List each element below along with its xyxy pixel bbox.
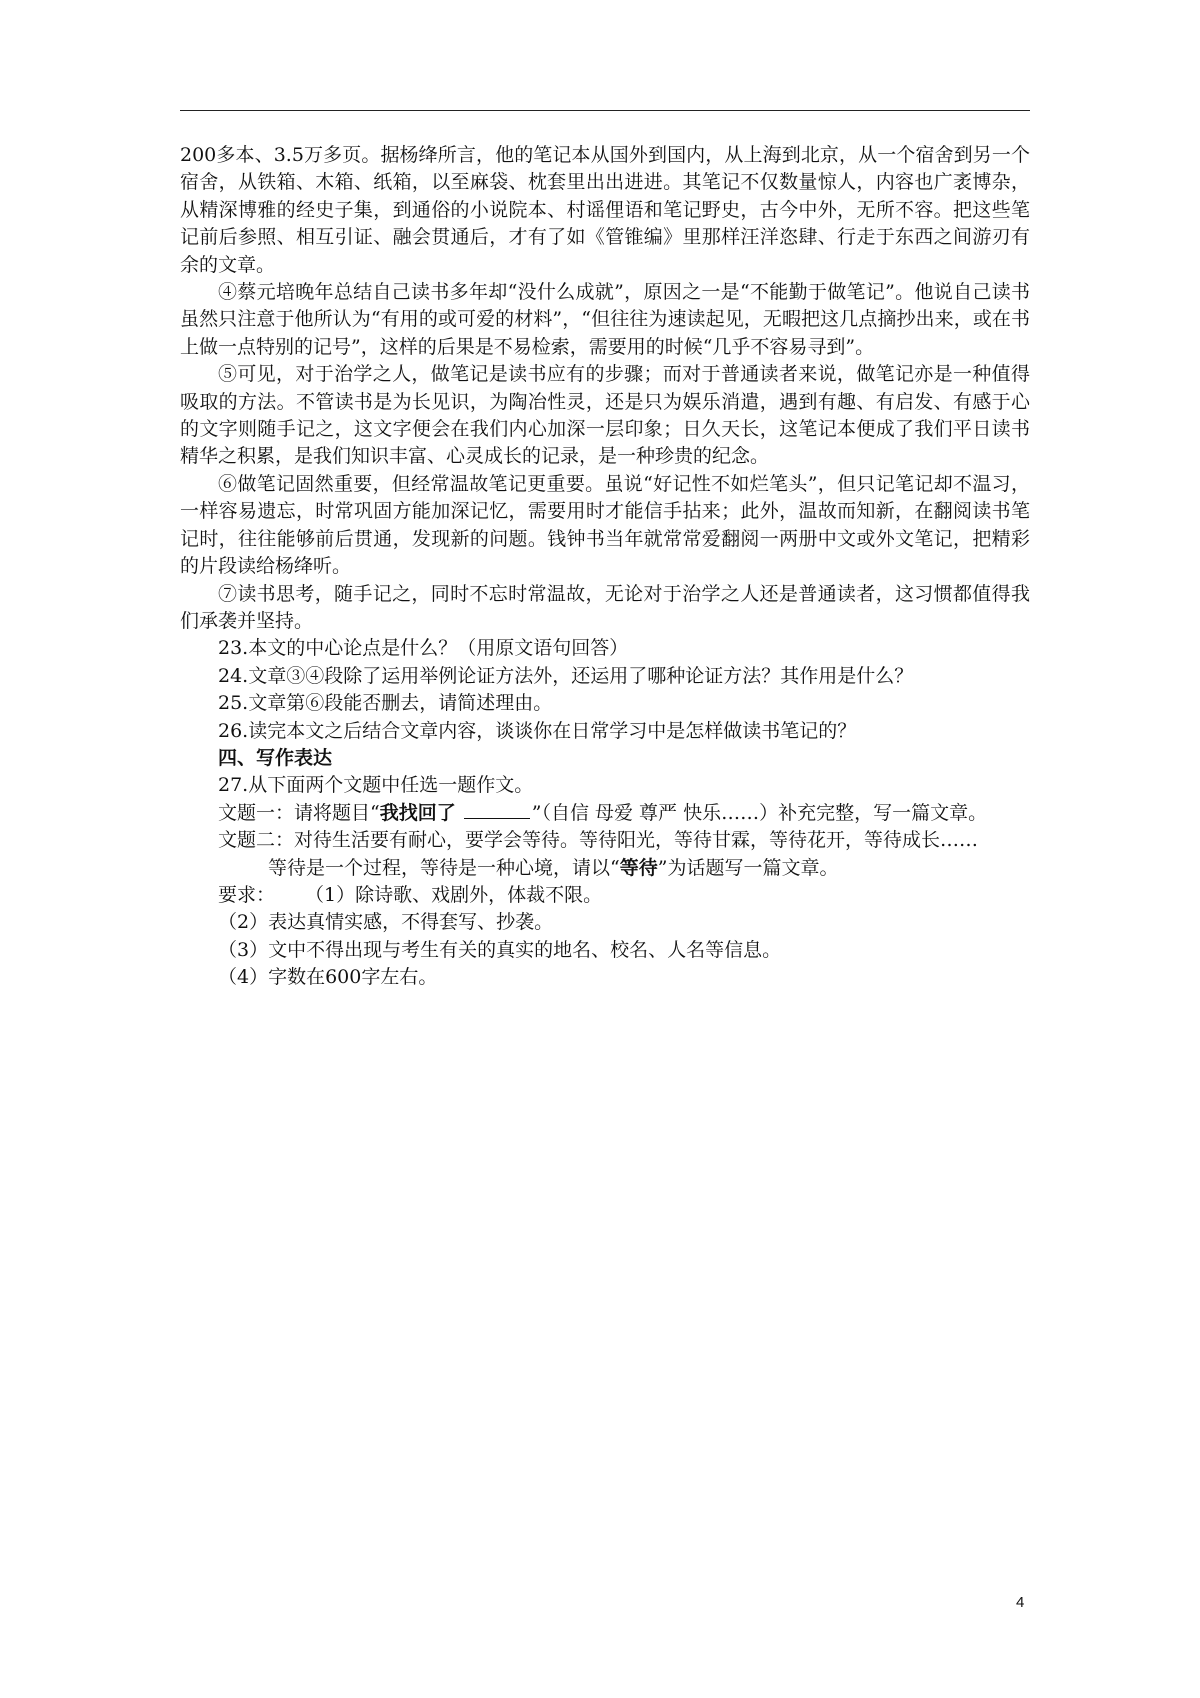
requirement-2: （2）表达真情实感，不得套写、抄袭。 xyxy=(218,911,554,934)
question-23: 23.本文的中心论点是什么？（用原文语句回答） xyxy=(218,637,629,660)
topic-two-line-2 xyxy=(180,855,1030,882)
topic-two-keyword: 等待 xyxy=(619,856,658,879)
topic-one-title: 我找回了 xyxy=(379,801,456,824)
topic-two-line-1: 文题二：对待生活要有耐心，要学会等待。等待阳光，等待甘霖，等待花开，等待成长…… xyxy=(218,829,979,852)
paragraph-3-continued: 200多本、3.5万多页。据杨绛所言，他的笔记本从国外到国内，从上海到北京，从一个宿舍到另一个宿舍，从铁箱、木箱、纸箱，以至麻袋、枕套里出出进进。其笔记不仅数量惊人，内容也广袤博杂，从精深博雅的经史子集，到通俗的小说院本、村谣俚语和笔记野史，古今中外，无所不容。把这些笔记前后参照、相互引证、融会贯通后，才有了如《管锥编》里那样汪洋恣肆、行走于东西之间游刃有余的文章。 xyxy=(180,144,1030,276)
topic-two-suffix: ”为话题写一篇文章。 xyxy=(657,856,839,879)
paragraph-7: ⑦读书思考，随手记之，同时不忘时常温故，无论对于治学之人还是普通读者，这习惯都值得我们承袭并坚持。 xyxy=(180,582,1030,632)
question-25: 25.文章第⑥段能否删去，请简述理由。 xyxy=(218,692,553,715)
requirements-label: 要求： xyxy=(218,883,276,906)
fill-in-blank xyxy=(464,800,530,819)
header-rule xyxy=(180,110,1030,111)
question-26: 26.读完本文之后结合文章内容，谈谈你在日常学习中是怎样做读书笔记的？ xyxy=(218,719,857,742)
requirement-3: （3）文中不得出现与考生有关的真实的地名、校名、人名等信息。 xyxy=(218,938,782,961)
document-body xyxy=(180,142,1030,992)
paragraph-5: ⑤可见，对于治学之人，做笔记是读书应有的步骤；而对于普通读者来说，做笔记亦是一种值得吸取的方法。不管读书是为长见识，为陶冶性灵，还是只为娱乐消遣，遇到有趣、有启发、有感于心的文字则随手记之，这文字便会在我们内心加深一层印象；日久天长，这笔记本便成了我们平日读书精华之积累，是我们知识丰富、心灵成长的记录，是一种珍贵的纪念。 xyxy=(180,363,1030,468)
topic-one-suffix: ”（自信 母爱 尊严 快乐……）补充完整，写一篇文章。 xyxy=(531,801,988,824)
section-heading-writing: 四、写作表达 xyxy=(218,746,333,769)
paragraph-4: ④蔡元培晚年总结自己读书多年却“没什么成就”，原因之一是“不能勤于做笔记”。他说自己读书虽然只注意于他所认为“有用的或可爱的材料”，“但往往为速读起见，无暇把这几点摘抄出来，或在书上做一点特别的记号”，这样的后果是不易检索，需要用的时候“几乎不容易寻到”。 xyxy=(180,281,1030,358)
question-24: 24.文章③④段除了运用举例论证方法外，还运用了哪种论证方法？其作用是什么？ xyxy=(218,664,914,687)
page-number: 4 xyxy=(1016,1594,1025,1611)
requirement-1 xyxy=(180,882,1030,909)
topic-two-prefix: 等待是一个过程，等待是一种心境，请以“ xyxy=(268,856,620,879)
requirement-4: （4）字数在600字左右。 xyxy=(218,966,438,989)
paragraph-6: ⑥做笔记固然重要，但经常温故笔记更重要。虽说“好记性不如烂笔头”，但只记笔记却不温习，一样容易遗忘，时常巩固方能加深记忆，需要用时才能信手拈来；此外，温故而知新，在翻阅读书笔记时，往往能够前后贯通，发现新的问题。钱钟书当年就常常爱翻阅一两册中文或外文笔记，把精彩的片段读给杨绛听。 xyxy=(180,472,1030,578)
topic-one xyxy=(180,800,1030,827)
topic-one-prefix: 文题一：请将题目“ xyxy=(218,801,380,824)
requirement-1-text: （1）除诗歌、戏剧外，体裁不限。 xyxy=(305,883,603,906)
question-27: 27.从下面两个文题中任选一题作文。 xyxy=(218,774,534,797)
